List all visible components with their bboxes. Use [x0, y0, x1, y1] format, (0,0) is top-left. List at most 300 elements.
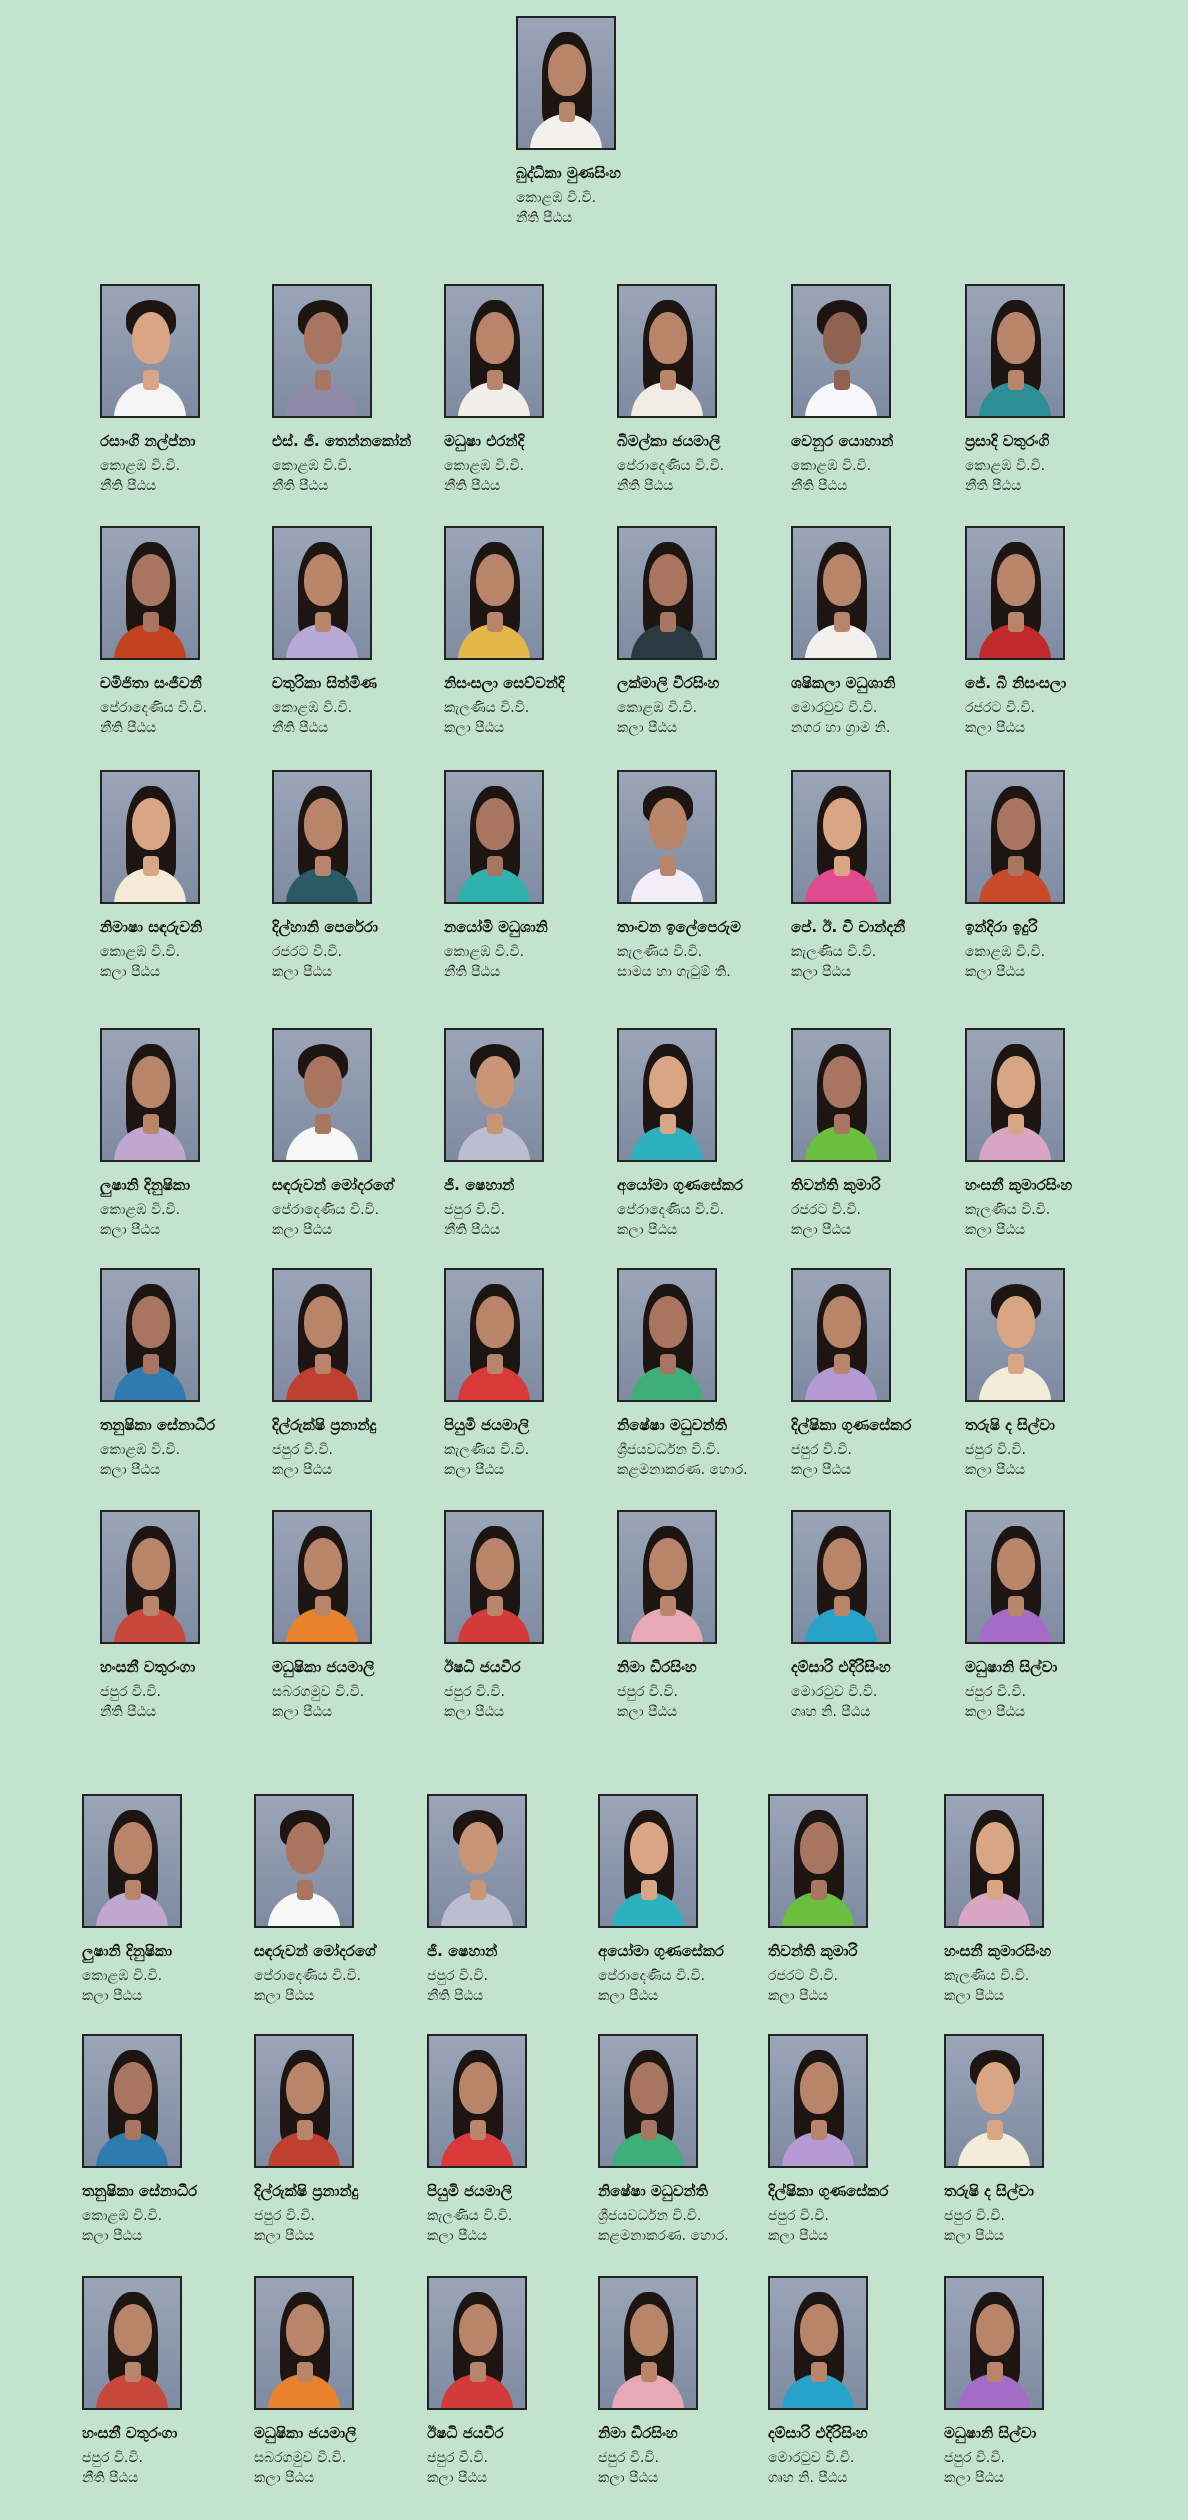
student-card-top	[516, 16, 676, 228]
student-name: සඳරුවන් මෝදරගේ	[254, 1942, 376, 1960]
faculty-label: නීති පීඨය	[965, 478, 1022, 494]
neck-shape	[660, 856, 676, 876]
neck-shape	[315, 612, 331, 632]
student-photo	[444, 284, 544, 418]
student-card-3-2	[444, 1028, 604, 1240]
student-name: දම්සාරි එදිරිසිංහ	[768, 2424, 868, 2442]
university-label: ජපුර වි.වි.	[617, 1684, 678, 1700]
face-shape	[649, 554, 687, 606]
university-label: කොළඹ වි.වි.	[965, 944, 1046, 960]
student-name: බුද්ධිකා මුණසිංහ	[516, 164, 621, 182]
face-shape	[823, 1056, 861, 1108]
student-photo	[100, 770, 200, 904]
neck-shape	[125, 2120, 141, 2140]
student-name: නිසංසලා සෙව්වන්දි	[444, 674, 565, 692]
student-photo	[617, 284, 717, 418]
student-card-4-4	[791, 1268, 951, 1480]
student-card-1-3	[617, 526, 777, 738]
student-photo	[791, 770, 891, 904]
student-name: අයෝමා ගුණසේකර	[598, 1942, 724, 1960]
student-card-0-3	[617, 284, 777, 496]
student-name: මධුෂිකා ජයමාලි	[272, 1658, 375, 1676]
university-label: පේරාදෙණිය වි.වි.	[617, 458, 725, 474]
faculty-label: නීති පීඨය	[617, 478, 674, 494]
neck-shape	[470, 2120, 486, 2140]
university-label: කොළඹ වි.වි.	[444, 458, 525, 474]
student-photo	[100, 1268, 200, 1402]
student-name: ලක්මාලි වීරසිංහ	[617, 674, 720, 692]
student-card-8-0	[82, 2276, 242, 2488]
face-shape	[476, 1538, 514, 1590]
university-label: ජපුර වි.වි.	[427, 2450, 488, 2466]
student-name: තනුෂිකා සේනාධීර	[82, 2182, 198, 2200]
faculty-label: නීති පීඨය	[100, 478, 157, 494]
student-card-2-3	[617, 770, 777, 982]
student-card-6-2	[427, 1794, 587, 2006]
student-name: හංසනී කුමාරසිංහ	[944, 1942, 1052, 1960]
student-photo	[791, 1510, 891, 1644]
student-name: තිවන්ති කුමාරි	[768, 1942, 858, 1960]
faculty-label: නීති පීඨය	[444, 964, 501, 980]
faculty-label: නීති පීඨය	[427, 1988, 484, 2004]
student-card-7-3	[598, 2034, 758, 2246]
student-card-8-2	[427, 2276, 587, 2488]
university-label: ජපුර වි.වි.	[965, 1684, 1026, 1700]
university-label: ජපුර වි.වි.	[444, 1202, 505, 1218]
student-photo	[272, 1028, 372, 1162]
neck-shape	[315, 370, 331, 390]
neck-shape	[315, 856, 331, 876]
face-shape	[304, 1296, 342, 1348]
face-shape	[823, 312, 861, 364]
student-name: තිවන්ති කුමාරි	[791, 1176, 881, 1194]
student-name: ලුෂානි දිනුෂිකා	[100, 1176, 191, 1194]
face-shape	[304, 554, 342, 606]
neck-shape	[143, 1354, 159, 1374]
student-card-3-0	[100, 1028, 260, 1240]
student-card-2-0	[100, 770, 260, 982]
university-label: ජපුර වි.වි.	[427, 1968, 488, 1984]
student-card-4-5	[965, 1268, 1125, 1480]
university-label: ජපුර වි.වි.	[254, 2208, 315, 2224]
student-card-3-4	[791, 1028, 951, 1240]
neck-shape	[470, 1880, 486, 1900]
faculty-label: ගෘහ නි. පීඨය	[791, 1704, 871, 1720]
university-label: කොළඹ වි.වි.	[444, 944, 525, 960]
student-card-6-5	[944, 1794, 1104, 2006]
student-photo	[427, 1794, 527, 1928]
face-shape	[476, 554, 514, 606]
faculty-label: කලා පීඨය	[254, 2228, 315, 2244]
neck-shape	[1008, 612, 1024, 632]
face-shape	[649, 1296, 687, 1348]
neck-shape	[487, 1596, 503, 1616]
university-label: රජරට වි.වි.	[965, 700, 1035, 716]
faculty-label: කලා පීඨය	[444, 1462, 505, 1478]
face-shape	[649, 1056, 687, 1108]
university-label: කොළඹ වි.වි.	[617, 700, 698, 716]
student-card-1-0	[100, 526, 260, 738]
student-card-5-4	[791, 1510, 951, 1722]
neck-shape	[1008, 370, 1024, 390]
student-card-3-5	[965, 1028, 1125, 1240]
face-shape	[286, 2304, 324, 2356]
student-photo	[444, 1028, 544, 1162]
student-card-8-4	[768, 2276, 928, 2488]
student-card-7-4	[768, 2034, 928, 2246]
student-name: ප්‍රසාදි වතුරංගි	[965, 432, 1050, 450]
face-shape	[800, 2304, 838, 2356]
face-shape	[823, 554, 861, 606]
neck-shape	[125, 2362, 141, 2382]
university-label: කැලණිය වි.වි.	[617, 944, 703, 960]
neck-shape	[143, 612, 159, 632]
university-label: කොළඹ වි.වි.	[82, 2208, 163, 2224]
university-label: රජරට වි.වි.	[791, 1202, 861, 1218]
faculty-label: කලා පීඨය	[944, 1988, 1005, 2004]
student-card-0-5	[965, 284, 1125, 496]
faculty-label: කලා පීඨය	[791, 1222, 852, 1238]
student-photo	[598, 2276, 698, 2410]
student-name: වෙනුර යොහාන්	[791, 432, 894, 450]
student-card-8-1	[254, 2276, 414, 2488]
student-name: රසාංගි නල්ප්නා	[100, 432, 196, 450]
faculty-label: කලා පීඨය	[617, 720, 678, 736]
student-card-8-5	[944, 2276, 1104, 2488]
university-label: ජපුර වි.වි.	[598, 2450, 659, 2466]
student-photo	[100, 526, 200, 660]
university-label: ජපුර වි.වි.	[768, 2208, 829, 2224]
student-card-2-4	[791, 770, 951, 982]
face-shape	[304, 798, 342, 850]
neck-shape	[487, 612, 503, 632]
student-card-4-1	[272, 1268, 432, 1480]
student-card-0-0	[100, 284, 260, 496]
student-card-2-5	[965, 770, 1125, 982]
university-label: කොළඹ වි.වි.	[100, 944, 181, 960]
university-label: කොළඹ වි.වි.	[100, 1442, 181, 1458]
neck-shape	[660, 1114, 676, 1134]
faculty-label: කලා පීඨය	[100, 1222, 161, 1238]
student-photo	[965, 1510, 1065, 1644]
faculty-label: කලා පීඨය	[254, 2470, 315, 2486]
student-card-1-5	[965, 526, 1125, 738]
face-shape	[800, 2062, 838, 2114]
student-name: තරුෂි ද සිල්වා	[944, 2182, 1034, 2200]
faculty-label: කලා පීඨය	[965, 1704, 1026, 1720]
face-shape	[459, 2304, 497, 2356]
student-photo	[100, 1028, 200, 1162]
student-name: සඳරුවන් මෝදරගේ	[272, 1176, 394, 1194]
student-name: මධුෂානි සිල්වා	[944, 2424, 1037, 2442]
faculty-label: කලා පීඨය	[100, 964, 161, 980]
student-name: ඊෂධි ජයවීර	[427, 2424, 504, 2442]
student-card-2-1	[272, 770, 432, 982]
university-label: ජපුර වි.වි.	[82, 2450, 143, 2466]
university-label: මොරටුව වි.වි.	[791, 700, 878, 716]
student-name: නිෂේෂා මධුවන්ති	[617, 1416, 727, 1434]
student-photo	[944, 2034, 1044, 2168]
faculty-label: කලා පීඨය	[965, 964, 1026, 980]
student-name: චතුරිකා සිත්මිණ	[272, 674, 377, 692]
student-photo	[516, 16, 616, 150]
neck-shape	[1008, 856, 1024, 876]
student-name: දිල්ෂිකා ගුණසේකර	[768, 2182, 889, 2200]
face-shape	[114, 1822, 152, 1874]
face-shape	[997, 554, 1035, 606]
university-label: මොරටුව වි.වි.	[768, 2450, 855, 2466]
student-card-7-1	[254, 2034, 414, 2246]
neck-shape	[660, 1596, 676, 1616]
neck-shape	[641, 1880, 657, 1900]
faculty-label: කලා පීඨය	[791, 964, 852, 980]
face-shape	[304, 312, 342, 364]
student-photo	[82, 2276, 182, 2410]
faculty-label: කලා පීඨය	[427, 2228, 488, 2244]
neck-shape	[487, 370, 503, 390]
student-photo	[965, 526, 1065, 660]
faculty-label: නීති පීඨය	[444, 1222, 501, 1238]
faculty-label: කලා පීඨය	[944, 2228, 1005, 2244]
student-name: ජී. ෂෙහාන්	[427, 1942, 498, 1960]
student-photo	[965, 1028, 1065, 1162]
neck-shape	[987, 1880, 1003, 1900]
face-shape	[649, 1538, 687, 1590]
university-label: කොළඹ වි.වි.	[965, 458, 1046, 474]
neck-shape	[470, 2362, 486, 2382]
student-name: ඊෂධි ජයවීර	[444, 1658, 521, 1676]
neck-shape	[660, 612, 676, 632]
faculty-label: කලා පීඨය	[444, 720, 505, 736]
student-photo	[444, 526, 544, 660]
student-name: අයෝමා ගුණසේකර	[617, 1176, 743, 1194]
neck-shape	[315, 1596, 331, 1616]
face-shape	[132, 554, 170, 606]
face-shape	[476, 798, 514, 850]
face-shape	[823, 1296, 861, 1348]
student-name: දිල්හානි පෙරේරා	[272, 918, 378, 936]
face-shape	[649, 798, 687, 850]
student-name: බිමල්කා ජයමාලි	[617, 432, 721, 450]
faculty-label: කලා පීඨය	[598, 2470, 659, 2486]
face-shape	[132, 1296, 170, 1348]
neck-shape	[559, 102, 575, 122]
student-photo	[427, 2034, 527, 2168]
faculty-label: කලා පීඨය	[965, 720, 1026, 736]
student-card-0-1	[272, 284, 432, 496]
university-label: කැලණිය වි.වි.	[444, 1442, 530, 1458]
student-card-7-0	[82, 2034, 242, 2246]
student-photo	[944, 1794, 1044, 1928]
face-shape	[997, 798, 1035, 850]
student-name: නිමා ඩීරසිංහ	[617, 1658, 697, 1676]
face-shape	[997, 1056, 1035, 1108]
university-label: පේරාදෙණිය වි.වි.	[598, 1968, 706, 1984]
faculty-label: නගර හා ග්‍රාම නි.	[791, 720, 891, 736]
student-name: තරුෂි ද සිල්වා	[965, 1416, 1055, 1434]
student-card-1-4	[791, 526, 951, 738]
student-photo	[617, 1510, 717, 1644]
student-card-4-0	[100, 1268, 260, 1480]
university-label: කොළඹ වි.වි.	[272, 700, 353, 716]
student-photo	[617, 1268, 717, 1402]
student-name: තාංචන ඉලේපෙරුම	[617, 918, 741, 936]
neck-shape	[811, 2362, 827, 2382]
student-card-6-1	[254, 1794, 414, 2006]
faculty-label: කලා පීඨය	[82, 2228, 143, 2244]
faculty-label: කලා පීඨය	[272, 964, 333, 980]
face-shape	[304, 1538, 342, 1590]
student-photo	[100, 284, 200, 418]
university-label: සබරගමුව වි.වි.	[272, 1684, 365, 1700]
face-shape	[649, 312, 687, 364]
student-name: හංසනී වතුරංගා	[82, 2424, 178, 2442]
student-name: ජී. ෂෙහාන්	[444, 1176, 515, 1194]
faculty-label: සාමය හා ගැටුම් ති.	[617, 964, 731, 980]
student-card-3-3	[617, 1028, 777, 1240]
university-label: ශ්‍රීජයවර්ධන වි.වි.	[617, 1442, 721, 1458]
university-label: පේරාදෙණිය වි.වි.	[254, 1968, 362, 1984]
neck-shape	[834, 612, 850, 632]
faculty-label: නීති පීඨය	[272, 478, 329, 494]
student-name: දිල්රුක්ෂි ප්‍රනාන්දු	[254, 2182, 359, 2200]
faculty-label: ගෘහ නි. පීඨය	[768, 2470, 848, 2486]
student-name: ශෂිකලා මධුශානි	[791, 674, 896, 692]
student-card-6-4	[768, 1794, 928, 2006]
face-shape	[548, 44, 586, 96]
university-label: ජපුර වි.වි.	[965, 1442, 1026, 1458]
university-label: මොරටුව වි.වි.	[791, 1684, 878, 1700]
university-label: ජපුර වි.වි.	[944, 2450, 1005, 2466]
neck-shape	[1008, 1354, 1024, 1374]
neck-shape	[297, 1880, 313, 1900]
face-shape	[304, 1056, 342, 1108]
face-shape	[630, 2304, 668, 2356]
neck-shape	[811, 2120, 827, 2140]
neck-shape	[143, 856, 159, 876]
faculty-label: කලා පීඨය	[427, 2470, 488, 2486]
face-shape	[976, 1822, 1014, 1874]
face-shape	[114, 2062, 152, 2114]
face-shape	[630, 2062, 668, 2114]
student-photo	[444, 1268, 544, 1402]
student-name: තනුෂිකා සේනාධීර	[100, 1416, 216, 1434]
neck-shape	[297, 2362, 313, 2382]
university-label: කොළඹ වි.වි.	[791, 458, 872, 474]
student-card-5-1	[272, 1510, 432, 1722]
university-label: පේරාදෙණිය වි.වි.	[100, 700, 208, 716]
faculty-label: කලා පීඨය	[444, 1704, 505, 1720]
university-label: ජපුර වි.වි.	[272, 1442, 333, 1458]
student-card-4-2	[444, 1268, 604, 1480]
neck-shape	[1008, 1596, 1024, 1616]
student-photo	[768, 1794, 868, 1928]
student-photo	[272, 770, 372, 904]
student-photo	[254, 2276, 354, 2410]
student-name: මධුෂානි සිල්වා	[965, 1658, 1058, 1676]
neck-shape	[143, 370, 159, 390]
student-name: මධුෂිකා ජයමාලි	[254, 2424, 357, 2442]
student-card-8-3	[598, 2276, 758, 2488]
student-photo	[965, 770, 1065, 904]
faculty-label: නීති පීඨය	[82, 2470, 139, 2486]
university-label: කැලණිය වි.වි.	[444, 700, 530, 716]
neck-shape	[834, 856, 850, 876]
faculty-label: කලා පීඨය	[100, 1462, 161, 1478]
face-shape	[823, 798, 861, 850]
face-shape	[976, 2062, 1014, 2114]
faculty-label: කලා පීඨය	[617, 1704, 678, 1720]
faculty-label: කලා පීඨය	[791, 1462, 852, 1478]
faculty-label: නීති පීඨය	[272, 720, 329, 736]
student-card-3-1	[272, 1028, 432, 1240]
university-label: රජරට වි.වි.	[272, 944, 342, 960]
student-card-1-2	[444, 526, 604, 738]
student-photo	[272, 1268, 372, 1402]
faculty-label: නීති පීඨය	[100, 1704, 157, 1720]
student-name: පියුමි ජයමාලි	[444, 1416, 530, 1434]
student-name: ජේ. බී නිසංසලා	[965, 674, 1067, 692]
face-shape	[823, 1538, 861, 1590]
university-label: කොළඹ වි.වි.	[82, 1968, 163, 1984]
face-shape	[286, 2062, 324, 2114]
student-photo	[444, 770, 544, 904]
student-photo	[791, 1028, 891, 1162]
student-name: පේ. ඊ. වී චාන්දනී	[791, 918, 906, 936]
neck-shape	[125, 1880, 141, 1900]
faculty-label: කළමනාකරණ. හොර.	[617, 1462, 748, 1478]
face-shape	[114, 2304, 152, 2356]
faculty-label: කලා පීඨය	[768, 2228, 829, 2244]
neck-shape	[987, 2362, 1003, 2382]
student-photo	[272, 526, 372, 660]
faculty-label: කලා පීඨය	[965, 1222, 1026, 1238]
student-photo	[965, 284, 1065, 418]
university-label: පේරාදෙණිය වි.වි.	[617, 1202, 725, 1218]
student-card-0-2	[444, 284, 604, 496]
neck-shape	[834, 1354, 850, 1374]
student-photo	[768, 2276, 868, 2410]
neck-shape	[487, 856, 503, 876]
faculty-label: කලා පීඨය	[272, 1704, 333, 1720]
university-label: කොළඹ වි.වි.	[272, 458, 353, 474]
neck-shape	[660, 1354, 676, 1374]
student-photo	[617, 770, 717, 904]
university-label: කැලණිය වි.වි.	[965, 1202, 1051, 1218]
student-name: නිමා ඩීරසිංහ	[598, 2424, 678, 2442]
student-photo	[791, 526, 891, 660]
faculty-label: කලා පීඨය	[965, 1462, 1026, 1478]
faculty-label: කලා පීඨය	[82, 1988, 143, 2004]
student-name: දම්සාරි එදිරිසිංහ	[791, 1658, 891, 1676]
university-label: රජරට වි.වි.	[768, 1968, 838, 1984]
university-label: ශ්‍රීජයවර්ධන වි.වි.	[598, 2208, 702, 2224]
face-shape	[132, 1056, 170, 1108]
face-shape	[459, 1822, 497, 1874]
student-card-0-4	[791, 284, 951, 496]
face-shape	[476, 1296, 514, 1348]
student-card-4-3	[617, 1268, 777, 1480]
student-name: නිෂේෂා මධුවන්ති	[598, 2182, 708, 2200]
university-label: ජපුර වි.වි.	[944, 2208, 1005, 2224]
neck-shape	[297, 2120, 313, 2140]
student-card-5-5	[965, 1510, 1125, 1722]
student-photo	[617, 1028, 717, 1162]
student-name: චමිජිතා සංජීවනී	[100, 674, 202, 692]
neck-shape	[987, 2120, 1003, 2140]
university-label: ජපුර වි.වි.	[444, 1684, 505, 1700]
face-shape	[286, 1822, 324, 1874]
